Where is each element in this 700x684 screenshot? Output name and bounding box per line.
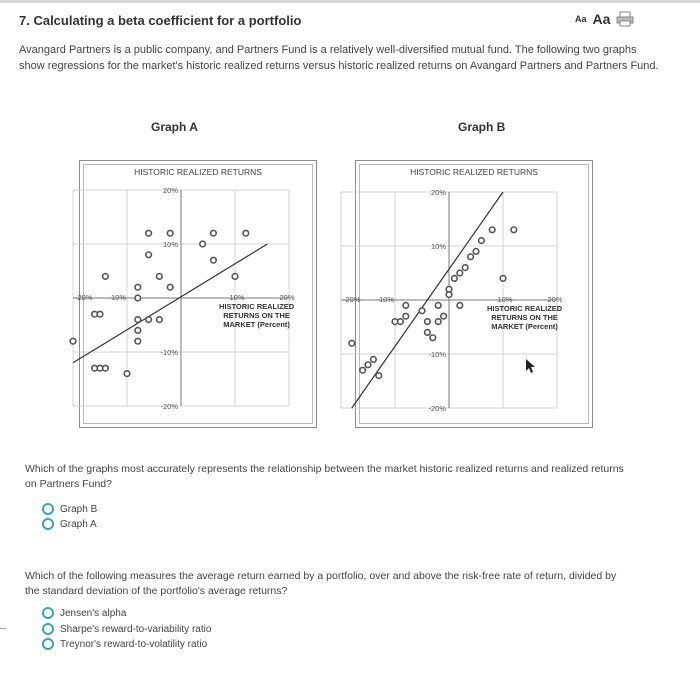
tick-label: -10% (428, 350, 446, 359)
data-point (365, 362, 371, 368)
tick-label: -10% (376, 295, 394, 304)
tick-label: 10% (497, 295, 513, 304)
graph-b-chart (343, 161, 592, 427)
q2-option-treynor-ratio[interactable] (42, 638, 207, 650)
option-label: Treynor's reward-to-volatility ratio (60, 638, 208, 650)
option-label: Jensen's alpha (60, 607, 127, 619)
question-2-prompt: Which of the following measures the average return earned by a portfolio, over and above the risk-free rate of return, divided by the standard deviation of the portfolio's average returns? (25, 570, 617, 597)
tick-label: -20% (343, 295, 361, 304)
tick-label: 20% (430, 188, 446, 197)
data-point (430, 335, 436, 341)
data-point (349, 340, 355, 346)
increase-text-button[interactable]: Aa (592, 11, 611, 27)
tick-label: 10% (430, 242, 446, 251)
graph-a-panel (75, 160, 317, 428)
intro-text: Avangard Partners is a public company, and Partners Fund is a relatively well-diversified mutual fund. The following two graphs show regressions for the market's historic realized returns versus historic realized returns on Avangard Partners and Partners Fund. (19, 44, 659, 72)
edge-mark (0, 628, 6, 629)
option-label: Graph B (60, 503, 98, 515)
tick-label: -10% (108, 293, 126, 302)
data-point (157, 317, 163, 323)
data-point (425, 330, 431, 336)
x-axis-label: RETURNS ON THE (491, 313, 558, 322)
data-point (135, 284, 141, 290)
radio-button[interactable] (42, 518, 54, 530)
tick-label: -20% (160, 402, 178, 411)
decrease-text-button[interactable]: Aa (575, 14, 587, 24)
data-point (232, 274, 238, 280)
data-point (211, 257, 217, 263)
graph-b-heading: Graph B (458, 120, 506, 134)
data-point (371, 357, 377, 363)
chart-title: HISTORIC REALIZED RETURNS (134, 167, 262, 177)
data-point (135, 295, 141, 301)
data-point (446, 292, 452, 298)
data-point (124, 371, 130, 377)
data-point (70, 338, 76, 344)
print-icon[interactable] (616, 11, 634, 27)
data-point (360, 367, 366, 373)
data-point (489, 227, 495, 233)
data-point (167, 284, 173, 290)
tick-label: -10% (160, 348, 178, 357)
data-point (403, 313, 409, 319)
chart-title: HISTORIC REALIZED RETURNS (410, 167, 538, 177)
data-point (146, 230, 152, 236)
data-point (157, 274, 163, 280)
page-title: 7. Calculating a beta coefficient for a portfolio (19, 13, 302, 28)
mouse-cursor-icon (526, 359, 535, 373)
data-point (473, 249, 479, 255)
tick-label: -20% (428, 404, 446, 413)
data-point (403, 303, 409, 309)
graph-b-panel (343, 160, 593, 428)
radio-button[interactable] (42, 607, 54, 619)
data-point (243, 230, 249, 236)
data-point (479, 238, 485, 244)
q1-option-graph-a[interactable] (42, 518, 97, 530)
data-point (419, 308, 425, 314)
q2-option-jensens-alpha[interactable] (42, 607, 126, 619)
option-label: Sharpe's reward-to-variability ratio (60, 623, 212, 635)
q2-option-sharpe-ratio[interactable] (42, 623, 211, 635)
graph-a-chart (75, 161, 316, 427)
tick-label: 10% (162, 240, 178, 249)
data-point (441, 313, 447, 319)
data-point (457, 303, 463, 309)
text-size-controls (575, 11, 634, 27)
data-point (135, 328, 141, 334)
x-axis-label: HISTORIC REALIZED (486, 304, 563, 313)
x-axis-label: MARKET (Percent) (491, 322, 558, 331)
radio-button[interactable] (42, 638, 54, 650)
data-point (135, 338, 141, 344)
data-point (435, 319, 441, 325)
data-point (146, 252, 152, 258)
radio-button[interactable] (42, 623, 54, 635)
tick-label: 10% (229, 293, 245, 302)
x-axis-label: MARKET (Percent) (223, 320, 290, 329)
data-point (500, 276, 506, 282)
tick-label: 20% (547, 295, 563, 304)
data-point (135, 317, 141, 323)
tick-label: -20% (75, 293, 93, 302)
data-point (200, 241, 206, 247)
data-point (511, 227, 517, 233)
tick-label: 20% (162, 186, 178, 195)
data-point (462, 265, 468, 271)
x-axis-label: RETURNS ON THE (223, 311, 290, 320)
data-point (167, 230, 173, 236)
question-1-prompt: Which of the graphs most accurately represents the relationship between the market historic realized returns and realized returns on Partners Fund? (25, 463, 624, 490)
x-axis-label: HISTORIC REALIZED (218, 302, 295, 311)
data-point (376, 373, 382, 379)
top-border (0, 0, 700, 3)
data-point (398, 319, 404, 325)
data-point (457, 270, 463, 276)
radio-button[interactable] (42, 503, 54, 515)
data-point (146, 317, 152, 323)
data-point (425, 319, 431, 325)
data-point (452, 276, 458, 282)
data-point (103, 274, 109, 280)
tick-label: 20% (279, 293, 295, 302)
data-point (211, 230, 217, 236)
data-point (435, 303, 441, 309)
option-label: Graph A (60, 518, 97, 530)
data-point (468, 254, 474, 260)
graph-a-heading: Graph A (151, 120, 198, 134)
data-point (97, 311, 103, 317)
q1-option-graph-b[interactable] (42, 503, 97, 515)
data-point (103, 365, 109, 371)
